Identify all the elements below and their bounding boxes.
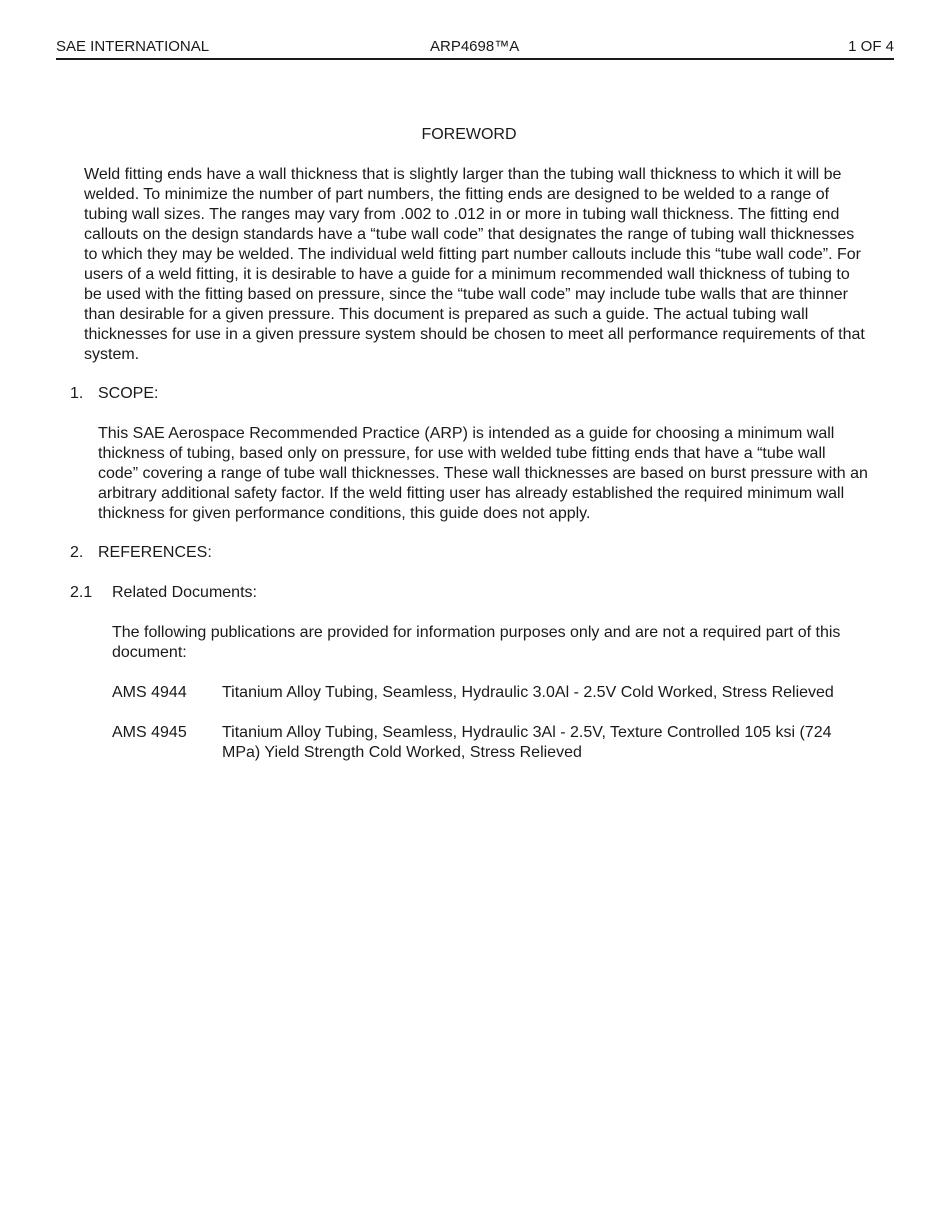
reference-code: AMS 4945: [112, 724, 187, 741]
page-header: [56, 38, 894, 60]
header-document-number: ARP4698™A: [430, 38, 520, 55]
foreword-paragraph: Weld fitting ends have a wall thickness that is slightly larger than the tubing wall thickness to which it will be welded. To minimize the number of part numbers, the fitting ends are designed to be welded to a range of tubing wall sizes. The ranges may vary from .002 to .012 in or more in tubing wall thickness. The fitting end callouts on the design standards have a “tube wall code” that designates the range of tubing wall thicknesses to which they may be welded. The individual weld fitting part number callouts include this “tube wall code”. For users of a weld fitting, it is desirable to have a guide for a minimum recommended wall thickness of tubing to be used with the fitting based on pressure, since the “tube wall code” may include tube walls that are thinner than desirable for a given pressure. This document is prepared as such a guide. The actual tubing wall thicknesses for use in a given pressure system should be chosen to meet all performance requirements of that system.: [84, 166, 865, 363]
related-documents-paragraph: The following publications are provided for information purposes only and are not a required part of this document:: [112, 624, 841, 661]
reference-title: Titanium Alloy Tubing, Seamless, Hydraulic 3Al - 2.5V, Texture Controlled 105 ksi (724 MPa) Yield Strength Cold Worked, Stress Relieved: [222, 724, 832, 761]
reference-code: AMS 4944: [112, 684, 187, 701]
related-documents-number: 2.1: [70, 584, 93, 601]
header-page-number: 1 OF 4: [848, 38, 894, 55]
scope-paragraph: This SAE Aerospace Recommended Practice (ARP) is intended as a guide for choosing a minimum wall thickness of tubing, based only on pressure, for use with welded tube fitting ends that have a “tube wall code” covering a range of tube wall thicknesses. These wall thicknesses are based on burst pressure with an arbitrary additional safety factor. If the weld fitting user has already established the required minimum wall thickness for given performance conditions, this guide does not apply.: [98, 425, 868, 522]
scope-heading: SCOPE:: [98, 385, 159, 402]
references-section-number: 2.: [70, 544, 84, 561]
references-heading: REFERENCES:: [98, 544, 212, 561]
scope-section-number: 1.: [70, 385, 84, 402]
foreword-heading: FOREWORD: [421, 126, 517, 143]
header-organization: SAE INTERNATIONAL: [56, 38, 210, 55]
related-documents-heading: Related Documents:: [112, 584, 257, 601]
reference-title: Titanium Alloy Tubing, Seamless, Hydraulic 3.0Al - 2.5V Cold Worked, Stress Relieved: [222, 684, 834, 701]
